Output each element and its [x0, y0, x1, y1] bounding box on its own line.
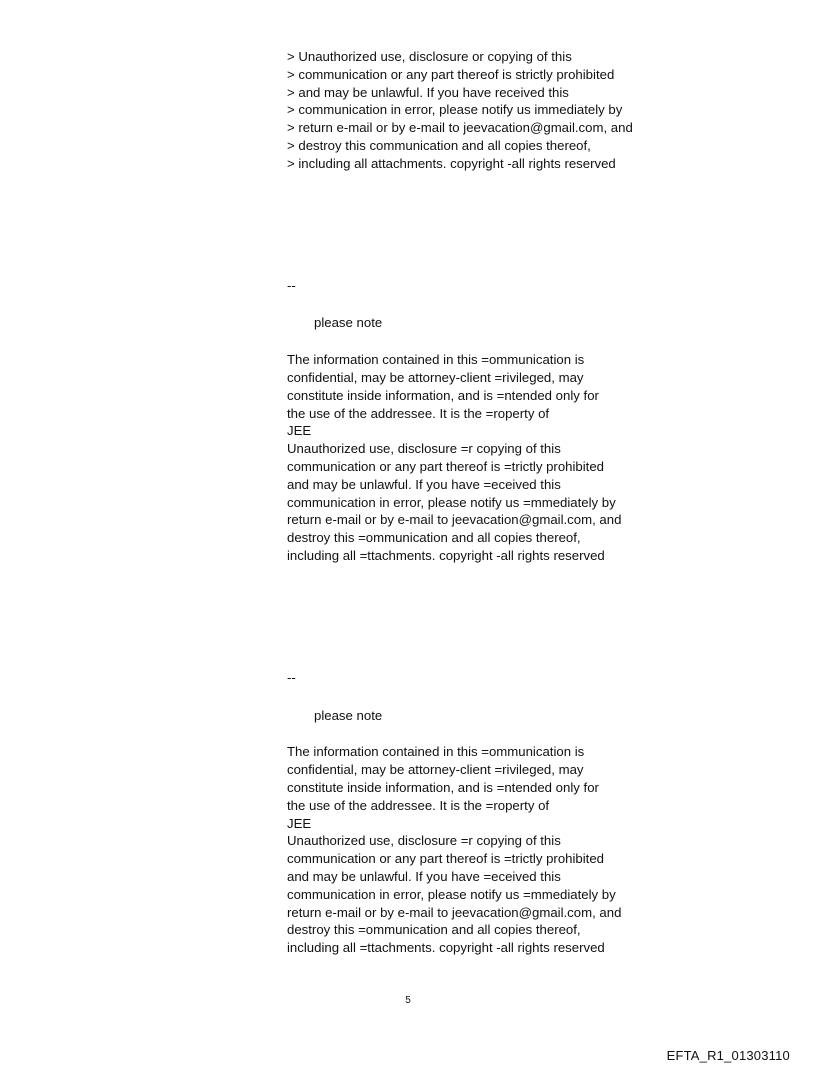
- signature-note: please note: [314, 707, 383, 723]
- disclaimer-line: including all =ttachments. copyright -all rights reserved: [287, 547, 605, 563]
- signature-block: [287, 277, 757, 565]
- email-body: [287, 48, 757, 957]
- page-number-text: 5: [405, 995, 411, 1006]
- disclaimer-line: JEE: [287, 815, 312, 831]
- disclaimer-line: communication in error, please notify us =mmediately by: [287, 494, 616, 510]
- disclaimer-line: The information contained in this =ommunication is: [287, 744, 585, 760]
- disclaimer-line: constitute inside information, and is =ntended only for: [287, 779, 599, 795]
- quoted-line: > return e-mail or by e-mail to jeevacation@gmail.com, and: [287, 120, 633, 136]
- disclaimer-line: communication or any part thereof is =trictly prohibited: [287, 851, 605, 867]
- page-number: [0, 995, 816, 1006]
- quoted-line: > including all attachments. copyright -all rights reserved: [287, 155, 616, 171]
- quoted-line: > and may be unlawful. If you have received this: [287, 84, 569, 100]
- disclaimer-line: JEE: [287, 423, 312, 439]
- signature-separator: --: [287, 669, 296, 685]
- disclaimer-line: communication or any part thereof is =trictly prohibited: [287, 458, 605, 474]
- disclaimer-line: confidential, may be attorney-client =rivileged, may: [287, 762, 584, 778]
- quoted-line: > destroy this communication and all copies thereof,: [287, 137, 591, 153]
- disclaimer-line: confidential, may be attorney-client =rivileged, may: [287, 369, 584, 385]
- signature-note: please note: [314, 315, 383, 331]
- disclaimer-line: the use of the addressee. It is the =roperty of: [287, 797, 550, 813]
- disclaimer-line: destroy this =ommunication and all copies thereof,: [287, 922, 581, 938]
- disclaimer-line: and may be unlawful. If you have =eceived this: [287, 868, 561, 884]
- disclaimer-line: constitute inside information, and is =ntended only for: [287, 387, 599, 403]
- quoted-disclaimer: [287, 48, 757, 173]
- quoted-line: > communication in error, please notify us immediately by: [287, 102, 623, 118]
- disclaimer-line: destroy this =ommunication and all copies thereof,: [287, 530, 581, 546]
- disclaimer-line: and may be unlawful. If you have =eceived this: [287, 476, 561, 492]
- document-id: EFTA_R1_01303110: [666, 1048, 790, 1063]
- disclaimer-line: return e-mail or by e-mail to jeevacation@gmail.com, and: [287, 904, 622, 920]
- disclaimer-line: communication in error, please notify us =mmediately by: [287, 886, 616, 902]
- disclaimer-line: return e-mail or by e-mail to jeevacation@gmail.com, and: [287, 512, 622, 528]
- disclaimer-line: The information contained in this =ommunication is: [287, 352, 585, 368]
- disclaimer-line: including all =ttachments. copyright -all rights reserved: [287, 940, 605, 956]
- signature-separator: --: [287, 277, 296, 293]
- signature-block: [287, 669, 757, 957]
- quoted-line: > communication or any part thereof is strictly prohibited: [287, 66, 615, 82]
- disclaimer-line: Unauthorized use, disclosure =r copying of this: [287, 441, 561, 457]
- disclaimer-line: Unauthorized use, disclosure =r copying of this: [287, 833, 561, 849]
- disclaimer-line: the use of the addressee. It is the =roperty of: [287, 405, 550, 421]
- quoted-line: > Unauthorized use, disclosure or copying of this: [287, 49, 572, 64]
